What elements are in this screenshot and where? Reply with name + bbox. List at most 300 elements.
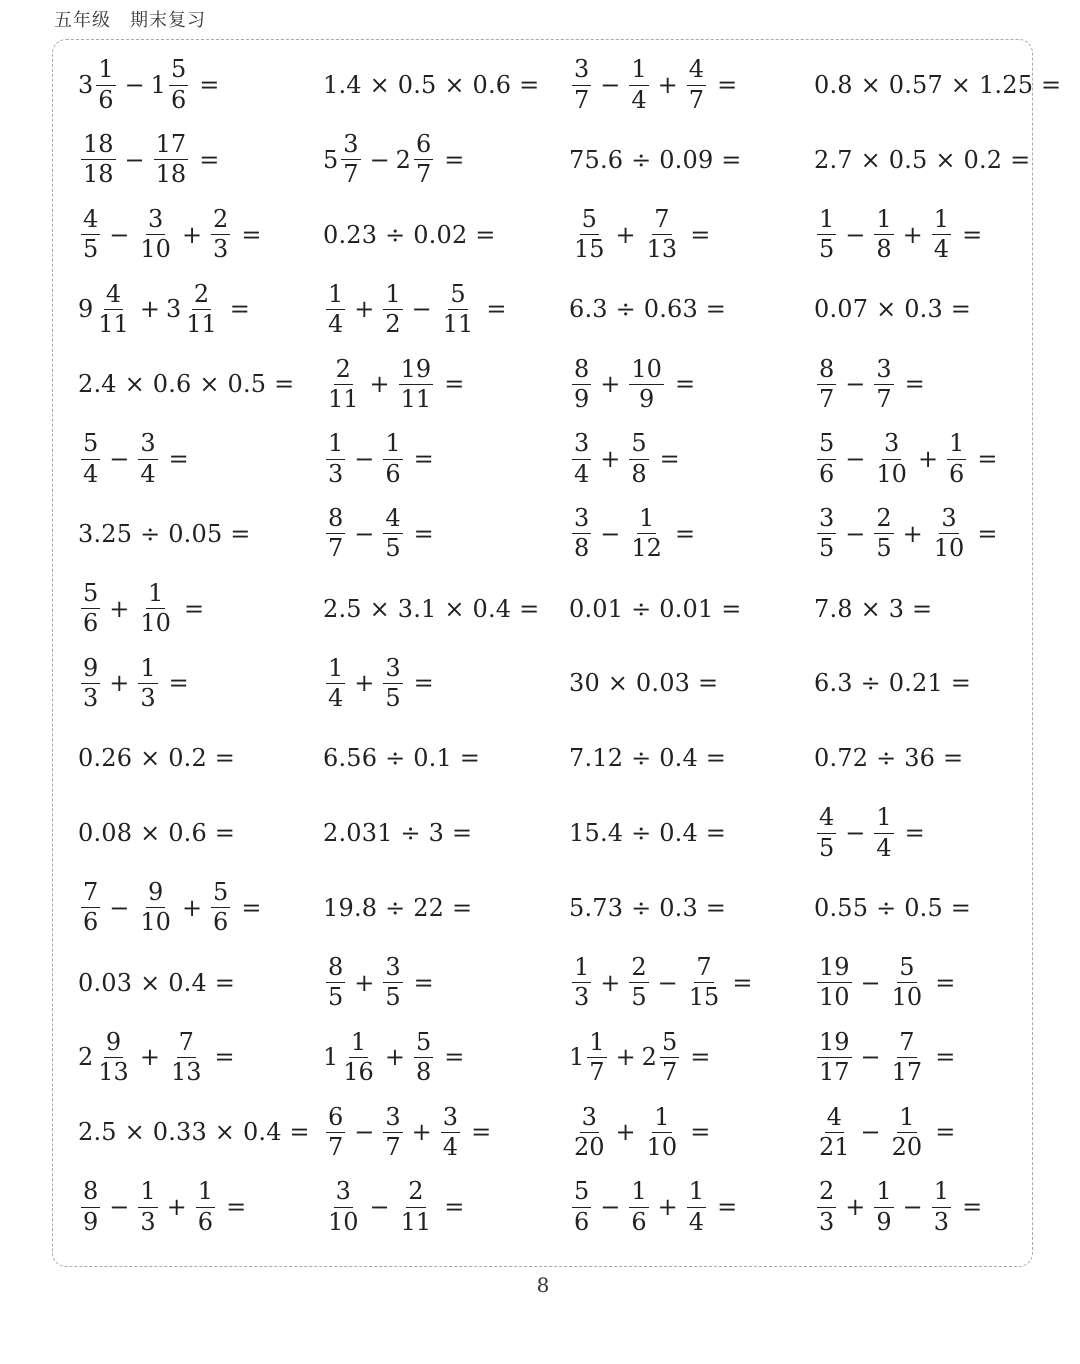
whole-number: 1 [569,1043,585,1072]
problem-40 [814,725,963,791]
denominator: 3 [83,683,99,712]
denominator: 8 [631,459,647,488]
denominator: 3 [140,1207,156,1236]
problem-29 [78,576,210,642]
problem-38 [323,725,480,791]
numerator: 2 [192,282,211,310]
numerator: 3 [341,132,360,160]
problem-48 [814,875,971,941]
fraction [341,1027,376,1086]
problem-14 [323,276,512,342]
fraction [138,204,173,264]
fraction [572,952,591,1012]
numerator: 2 [406,1179,425,1207]
denominator: 10 [140,609,171,638]
fraction [96,1027,131,1086]
denominator: 7 [574,85,590,114]
denominator: 4 [83,459,99,488]
operator: − [845,445,866,473]
denominator: 11 [328,384,359,413]
problem-37 [78,725,235,791]
problem-36 [814,650,971,716]
denominator: 7 [661,1057,678,1086]
fraction [572,204,607,264]
whole-number: 3 [165,295,182,324]
numerator: 1 [637,506,656,534]
denominator: 13 [98,1057,129,1086]
equals-sign: = [674,370,696,399]
problem-50 [323,950,440,1016]
problem-44 [814,800,931,866]
problem-25 [78,501,251,567]
numerator: 1 [687,1179,706,1207]
problem-31 [569,576,742,642]
equals-sign: = [183,594,205,623]
operator: + [354,968,375,997]
denominator: 18 [83,160,114,189]
equals-sign: = [199,145,220,174]
fraction [96,57,115,112]
problem-13 [78,276,256,342]
denominator: 4 [933,235,950,264]
problem-26 [323,501,440,567]
numerator: 1 [587,1030,606,1058]
fraction [572,431,591,486]
operator: − [860,968,881,997]
equals-sign: = [904,370,925,399]
denominator: 5 [83,235,99,264]
expression-text: 6.3 ÷ 0.21 = [814,669,972,698]
equals-sign: = [717,1193,738,1221]
expression-text: 0.72 ÷ 36 = [814,744,964,773]
numerator: 4 [383,506,402,534]
numerator: 5 [211,880,230,908]
numerator: 8 [817,357,836,385]
problem-19 [569,351,701,417]
operator: + [615,1043,636,1072]
expression-text: 0.8 × 0.57 × 1.25 = [814,71,1062,99]
denominator: 7 [328,534,344,563]
denominator: 6 [83,908,99,937]
numerator: 9 [81,656,100,684]
operator: − [124,145,145,174]
problem-27 [569,501,701,567]
denominator: 3 [140,683,156,712]
denominator: 6 [213,908,229,937]
operator: − [657,968,678,997]
denominator: 15 [574,235,605,264]
page-header: 五年级 期末复习 [54,10,206,31]
numerator: 1 [383,431,402,459]
numerator: 8 [81,1179,100,1207]
problem-57 [78,1099,310,1165]
denominator: 7 [385,1132,401,1161]
denominator: 7 [876,384,892,413]
expression-text: 6.56 ÷ 0.1 = [323,744,481,773]
problem-20 [814,351,931,417]
operator: − [860,1043,881,1072]
operator: − [860,1118,881,1147]
denominator: 17 [819,1057,850,1086]
numerator: 17 [154,132,189,160]
denominator: 21 [819,1132,850,1161]
expression-text: 0.01 ÷ 0.01 = [569,594,742,623]
operator: + [139,295,160,324]
numerator: 3 [939,506,958,534]
fraction [645,204,680,264]
denominator: 5 [385,983,401,1012]
numerator: 6 [326,1105,345,1133]
fraction [81,431,100,486]
equals-sign: = [962,1193,983,1221]
fraction [572,57,591,112]
fraction [383,431,402,486]
expression-text: 75.6 ÷ 0.09 = [569,145,742,174]
operator: − [109,445,130,473]
numerator: 5 [414,1030,433,1058]
numerator: 5 [81,431,100,459]
denominator: 3 [819,1207,835,1236]
denominator: 10 [876,459,907,488]
denominator: 4 [442,1132,459,1161]
denominator: 4 [574,459,590,488]
fraction [817,1179,836,1234]
denominator: 7 [415,160,432,189]
problem-49 [78,950,235,1016]
numerator: 3 [882,431,901,459]
problem-22 [323,426,440,492]
expression-text: 2.5 × 0.33 × 0.4 = [78,1118,310,1147]
fraction [138,578,173,638]
denominator: 6 [385,459,401,488]
problem-15 [569,276,726,342]
denominator: 11 [186,309,217,338]
denominator: 10 [819,983,850,1012]
fraction [383,653,402,712]
problem-47 [569,875,726,941]
problem-5 [78,127,225,193]
problem-11 [569,202,716,268]
fraction [138,880,173,935]
numerator: 1 [138,656,157,684]
operator: + [600,968,621,997]
denominator: 17 [891,1057,923,1086]
numerator: 3 [572,431,591,459]
operator: + [600,370,621,399]
numerator: 19 [817,1030,852,1058]
problem-28 [814,501,1003,567]
numerator: 3 [572,506,591,534]
expression-text: 30 × 0.03 = [569,669,719,698]
problem-55 [569,1024,716,1090]
operator: − [411,295,432,324]
numerator: 5 [572,1179,591,1207]
numerator: 1 [326,656,345,684]
fraction [572,1102,607,1161]
denominator: 6 [949,459,965,488]
operator: + [354,295,375,324]
fraction [660,1027,679,1086]
problem-51 [569,950,758,1016]
denominator: 3 [933,1207,950,1236]
fraction [817,1027,852,1086]
expression-text: 3.25 ÷ 0.05 = [78,519,251,548]
denominator: 5 [385,534,401,563]
denominator: 6 [98,85,114,114]
numerator: 2 [334,357,353,385]
numerator: 1 [874,1179,893,1207]
problem-41 [78,800,235,866]
expression-text: 2.4 × 0.6 × 0.5 = [78,370,295,399]
equals-sign: = [413,968,434,997]
numerator: 5 [448,282,467,310]
denominator: 7 [343,160,359,189]
problem-10 [323,202,496,268]
equals-sign: = [935,1118,956,1147]
fraction [81,1179,100,1234]
equals-sign: = [444,1193,465,1221]
denominator: 11 [400,384,432,413]
operator: − [845,370,866,399]
problem-3 [569,52,743,118]
operator: − [845,519,866,548]
fraction [326,1102,345,1161]
numerator: 3 [383,656,402,684]
operator: − [124,71,145,99]
fraction [383,279,402,338]
numerator: 8 [326,955,345,983]
numerator: 1 [932,1179,951,1207]
operator: − [845,819,866,847]
problem-33 [78,650,195,716]
numerator: 5 [897,955,916,983]
problem-63 [569,1174,743,1240]
equals-sign: = [977,445,998,473]
equals-sign: = [471,1118,492,1147]
problem-9 [78,202,267,268]
expression-text: 2.031 ÷ 3 = [323,819,473,847]
denominator: 7 [589,1057,605,1086]
equals-sign: = [241,893,262,922]
problem-58 [323,1099,497,1165]
numerator: 3 [572,57,591,85]
operator: + [109,594,130,623]
problem-32 [814,576,932,642]
operator: + [902,220,923,249]
expression-text: 2.5 × 3.1 × 0.4 = [323,594,540,623]
denominator: 11 [442,309,474,338]
whole-number: 3 [78,71,94,99]
whole-number: 2 [641,1043,657,1072]
numerator: 1 [932,207,951,235]
denominator: 10 [933,534,965,563]
numerator: 19 [817,955,852,983]
denominator: 4 [328,683,344,712]
fraction [572,506,591,561]
denominator: 5 [385,683,401,712]
fraction [874,805,893,860]
problem-17 [78,351,294,417]
denominator: 5 [328,983,344,1012]
numerator: 5 [660,1030,679,1058]
numerator: 7 [897,1030,916,1058]
operator: − [369,145,390,174]
numerator: 3 [874,357,893,385]
denominator: 16 [343,1057,374,1086]
problem-1 [78,52,225,118]
equals-sign: = [214,1043,235,1072]
numerator: 2 [629,955,648,983]
fraction [890,1102,925,1161]
fraction [629,1179,648,1234]
fraction [383,1102,402,1161]
numerator: 2 [874,506,893,534]
operator: − [600,71,621,99]
denominator: 8 [574,534,590,563]
fraction [326,431,345,486]
numerator: 1 [947,431,966,459]
equals-sign: = [241,220,262,249]
numerator: 4 [825,1105,844,1133]
problem-12 [814,202,988,268]
operator: + [845,1193,866,1221]
denominator: 15 [688,983,720,1012]
fraction [629,506,664,561]
problem-64 [814,1174,988,1240]
equals-sign: = [690,1118,711,1147]
expression-text: 0.26 × 0.2 = [78,744,236,773]
denominator: 5 [819,833,835,862]
problem-24 [814,426,1003,492]
equals-sign: = [935,968,956,997]
numerator: 3 [817,506,836,534]
numerator: 4 [687,57,706,85]
equals-sign: = [962,220,983,249]
denominator: 2 [385,309,401,338]
operator: + [902,519,923,548]
numerator: 3 [383,1105,402,1133]
denominator: 10 [646,1132,678,1161]
fraction [817,952,852,1012]
fraction [932,506,967,561]
denominator: 4 [876,833,892,862]
expression-text: 19.8 ÷ 22 = [323,893,473,922]
fraction [587,1027,606,1086]
fraction [874,506,893,561]
expression-text: 7.8 × 3 = [814,594,933,623]
fraction [414,1027,433,1086]
fraction [383,952,402,1012]
equals-sign: = [690,1043,711,1072]
problem-61 [78,1174,252,1240]
fraction [383,506,402,561]
fraction [817,354,836,413]
denominator: 5 [819,235,835,264]
denominator: 6 [631,1207,647,1236]
problem-46 [323,875,472,941]
operator: − [354,1118,375,1147]
expression-text: 0.23 ÷ 0.02 = [323,220,496,249]
fraction [169,57,188,112]
numerator: 5 [580,207,599,235]
numerator: 18 [81,132,116,160]
denominator: 3 [213,235,229,264]
expression-text: 6.3 ÷ 0.63 = [569,295,727,324]
fraction [326,952,345,1012]
equals-sign: = [226,1193,247,1221]
problem-8 [814,127,1030,193]
equals-sign: = [935,1043,956,1072]
fraction [326,653,345,712]
fraction [629,354,664,413]
numerator: 4 [104,282,123,310]
denominator: 9 [83,1207,99,1236]
equals-sign: = [444,145,465,174]
problem-53 [78,1024,241,1090]
equals-sign: = [717,71,738,99]
denominator: 6 [574,1207,590,1236]
problem-6 [323,127,470,193]
numerator: 7 [81,880,100,908]
fraction [874,354,893,413]
problem-7 [569,127,742,193]
operator: − [109,1193,130,1221]
operator: + [411,1118,432,1147]
denominator: 4 [140,459,156,488]
equals-sign: = [977,519,998,548]
operator: + [109,669,130,698]
fraction [629,952,648,1012]
problem-56 [814,1024,961,1090]
fraction [81,204,100,264]
problem-45 [78,875,267,941]
denominator: 11 [98,309,129,338]
fraction [629,431,648,486]
denominator: 20 [574,1132,605,1161]
fraction [414,132,433,187]
numerator: 8 [572,357,591,385]
operator: − [902,1193,923,1221]
expression-text: 0.55 ÷ 0.5 = [814,893,972,922]
fraction [341,132,360,187]
whole-number: 2 [395,145,411,174]
numerator: 3 [383,955,402,983]
fraction [326,279,345,338]
fraction [441,279,476,338]
denominator: 6 [83,609,99,638]
numerator: 4 [81,207,100,235]
numerator: 7 [177,1030,196,1058]
operator: − [354,519,375,548]
numerator: 1 [383,282,402,310]
denominator: 7 [688,85,705,114]
numerator: 1 [349,1030,368,1058]
denominator: 8 [876,235,892,264]
numerator: 1 [874,207,893,235]
numerator: 6 [414,132,433,160]
denominator: 10 [891,983,923,1012]
operator: + [615,220,636,249]
whole-number: 5 [323,145,339,174]
numerator: 3 [146,207,165,235]
numerator: 8 [326,506,345,534]
fraction [932,1179,951,1234]
operator: − [600,519,621,548]
equals-sign: = [659,445,680,473]
fraction [932,204,951,264]
numerator: 10 [629,357,664,385]
fraction [138,653,157,712]
